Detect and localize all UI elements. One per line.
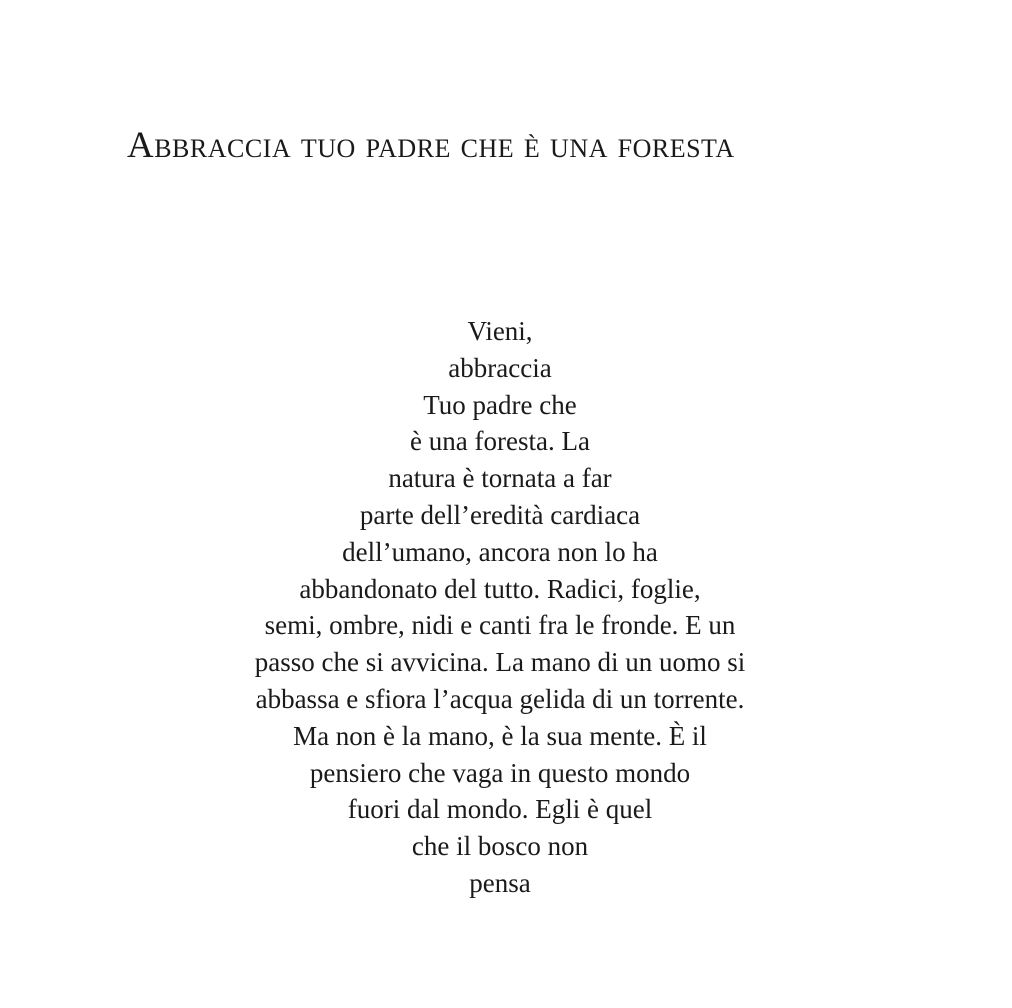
poem-line: Vieni, [467, 316, 533, 346]
poem-line: semi, ombre, nidi e canti fra le fronde. E un [264, 610, 736, 641]
poem-line: Ma non è la mano, è la sua mente. È il [293, 720, 707, 751]
poem-line: dell’umano, ancora non lo ha [342, 536, 658, 567]
poem-line: pensiero che vaga in questo mondo [309, 757, 691, 788]
poem-line: natura è tornata a far [388, 463, 612, 494]
poem-line: passo che si avvicina. La mano di un uomo si [254, 647, 746, 678]
poem-line: parte dell’eredità cardiaca [359, 499, 641, 530]
page-title: Abbraccia tuo padre che è una foresta [127, 125, 735, 166]
poem-line: è una foresta. La [410, 426, 590, 457]
poem-line: Tuo padre che [423, 389, 577, 420]
poem-body [0, 313, 1000, 902]
poem-line: abbandonato del tutto. Radici, foglie, [299, 573, 701, 604]
poem-line: fuori dal mondo. Egli è quel [347, 794, 653, 825]
poem-line: abbraccia [448, 352, 552, 383]
poem-line: che il bosco non [411, 831, 589, 862]
poem-line: pensa [469, 867, 531, 898]
poem-line: abbassa e sfiora l’acqua gelida di un torrente. [255, 683, 745, 714]
